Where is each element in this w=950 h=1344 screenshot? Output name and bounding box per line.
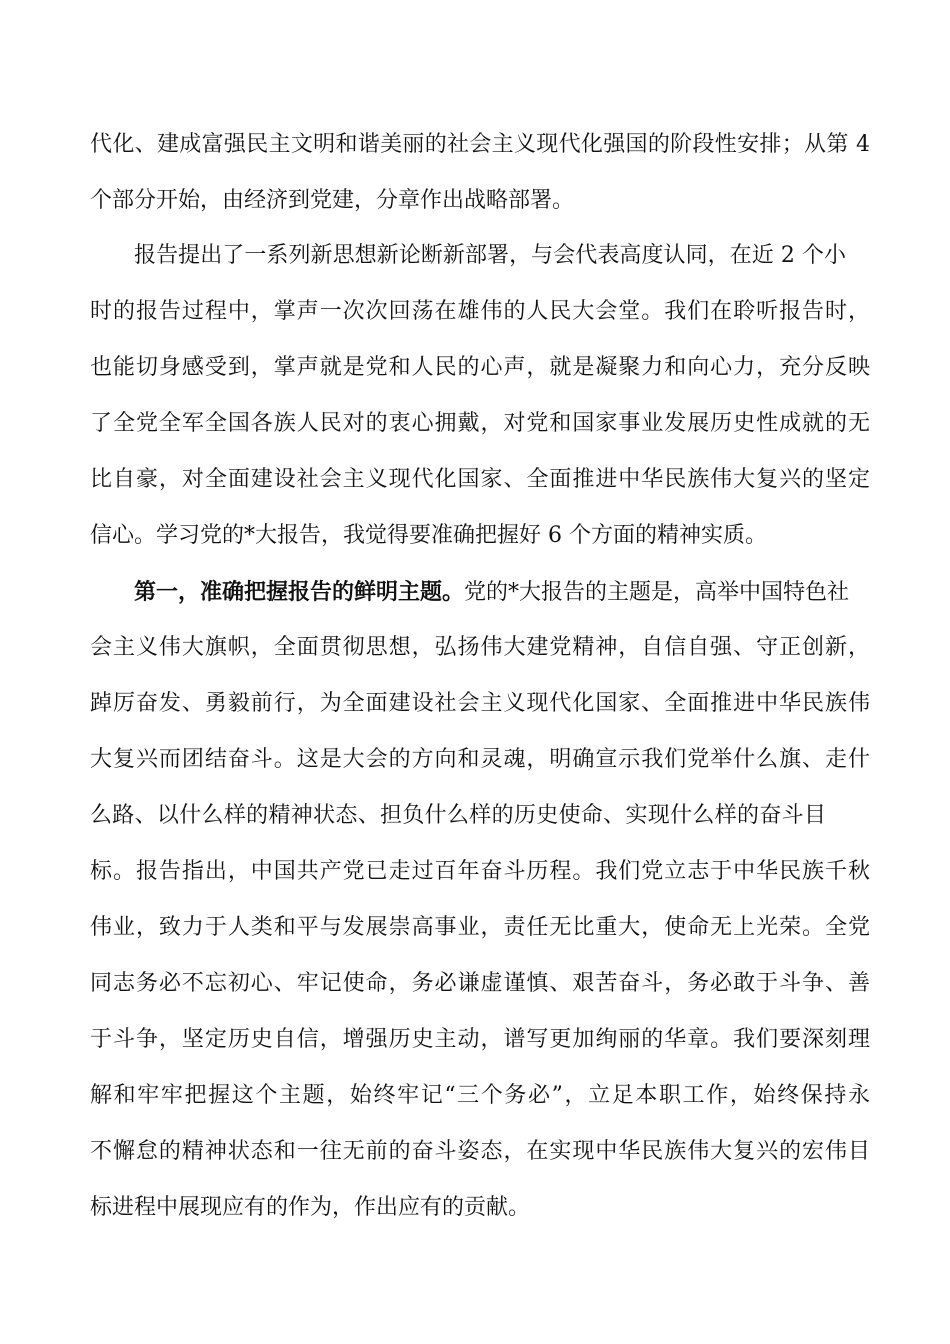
paragraph-3-line-3: 踔厉奋发、勇毅前行，为全面建设社会主义现代化国家、全面推进中华民族伟 — [90, 691, 870, 716]
paragraph-2-line-1: 报告提出了一系列新思想新论断新部署，与会代表高度认同，在近 2 个小 — [134, 243, 846, 268]
paragraph-2-line-6: 信心。学习党的*大报告，我觉得要准确把握好 6 个方面的精神实质。 — [90, 523, 767, 548]
paragraph-3-line-2: 会主义伟大旗帜，全面贯彻思想，弘扬伟大建党精神，自信自强、守正创新， — [90, 635, 870, 660]
paragraph-3-line-9: 于斗争，坚定历史自信，增强历史主动，谱写更加绚丽的华章。我们要深刻理 — [90, 1027, 870, 1052]
paragraph-2-line-3: 也能切身感受到，掌声就是党和人民的心声，就是凝聚力和向心力，充分反映 — [90, 355, 870, 380]
paragraph-3-line-6: 标。报告指出，中国共产党已走过百年奋斗历程。我们党立志于中华民族千秋 — [90, 859, 870, 884]
paragraph-3-line-4: 大复兴而团结奋斗。这是大会的方向和灵魂，明确宣示我们党举什么旗、走什 — [90, 747, 870, 772]
paragraph-3-line-7: 伟业，致力于人类和平与发展崇高事业，责任无比重大，使命无上光荣。全党 — [90, 915, 870, 940]
paragraph-3-line-1-rest: 党的*大报告的主题是，高举中国特色社 — [464, 580, 850, 605]
section-heading: 第一，准确把握报告的鲜明主题。 — [134, 579, 465, 605]
paragraph-2-line-4: 了全党全军全国各族人民对的衷心拥戴，对党和国家事业发展历史性成就的无 — [90, 411, 870, 436]
paragraph-3-line-1 — [134, 578, 870, 607]
paragraph-3-line-12: 标进程中展现应有的作为，作出应有的贡献。 — [90, 1195, 531, 1220]
paragraph-3-line-10: 解和牢牢把握这个主题，始终牢记“三个务必”，立足本职工作，始终保持永 — [90, 1083, 870, 1108]
paragraph-2-line-2: 时的报告过程中，掌声一次次回荡在雄伟的人民大会堂。我们在聆听报告时， — [90, 299, 870, 324]
paragraph-3-line-11: 不懈怠的精神状态和一往无前的奋斗姿态，在实现中华民族伟大复兴的宏伟目 — [90, 1139, 870, 1164]
paragraph-1-line-2: 个部分开始，由经济到党建，分章作出战略部署。 — [90, 188, 575, 213]
paragraph-2-line-5: 比自豪，对全面建设社会主义现代化国家、全面推进中华民族伟大复兴的坚定 — [90, 467, 870, 492]
paragraph-3-line-5: 么路、以什么样的精神状态、担负什么样的历史使命、实现什么样的奋斗目 — [90, 803, 826, 828]
paragraph-3-line-8: 同志务必不忘初心、牢记使命，务必谦虚谨慎、艰苦奋斗，务必敢于斗争、善 — [90, 971, 870, 996]
paragraph-1-line-1: 代化、建成富强民主文明和谐美丽的社会主义现代化强国的阶段性安排；从第 4 — [90, 132, 870, 157]
